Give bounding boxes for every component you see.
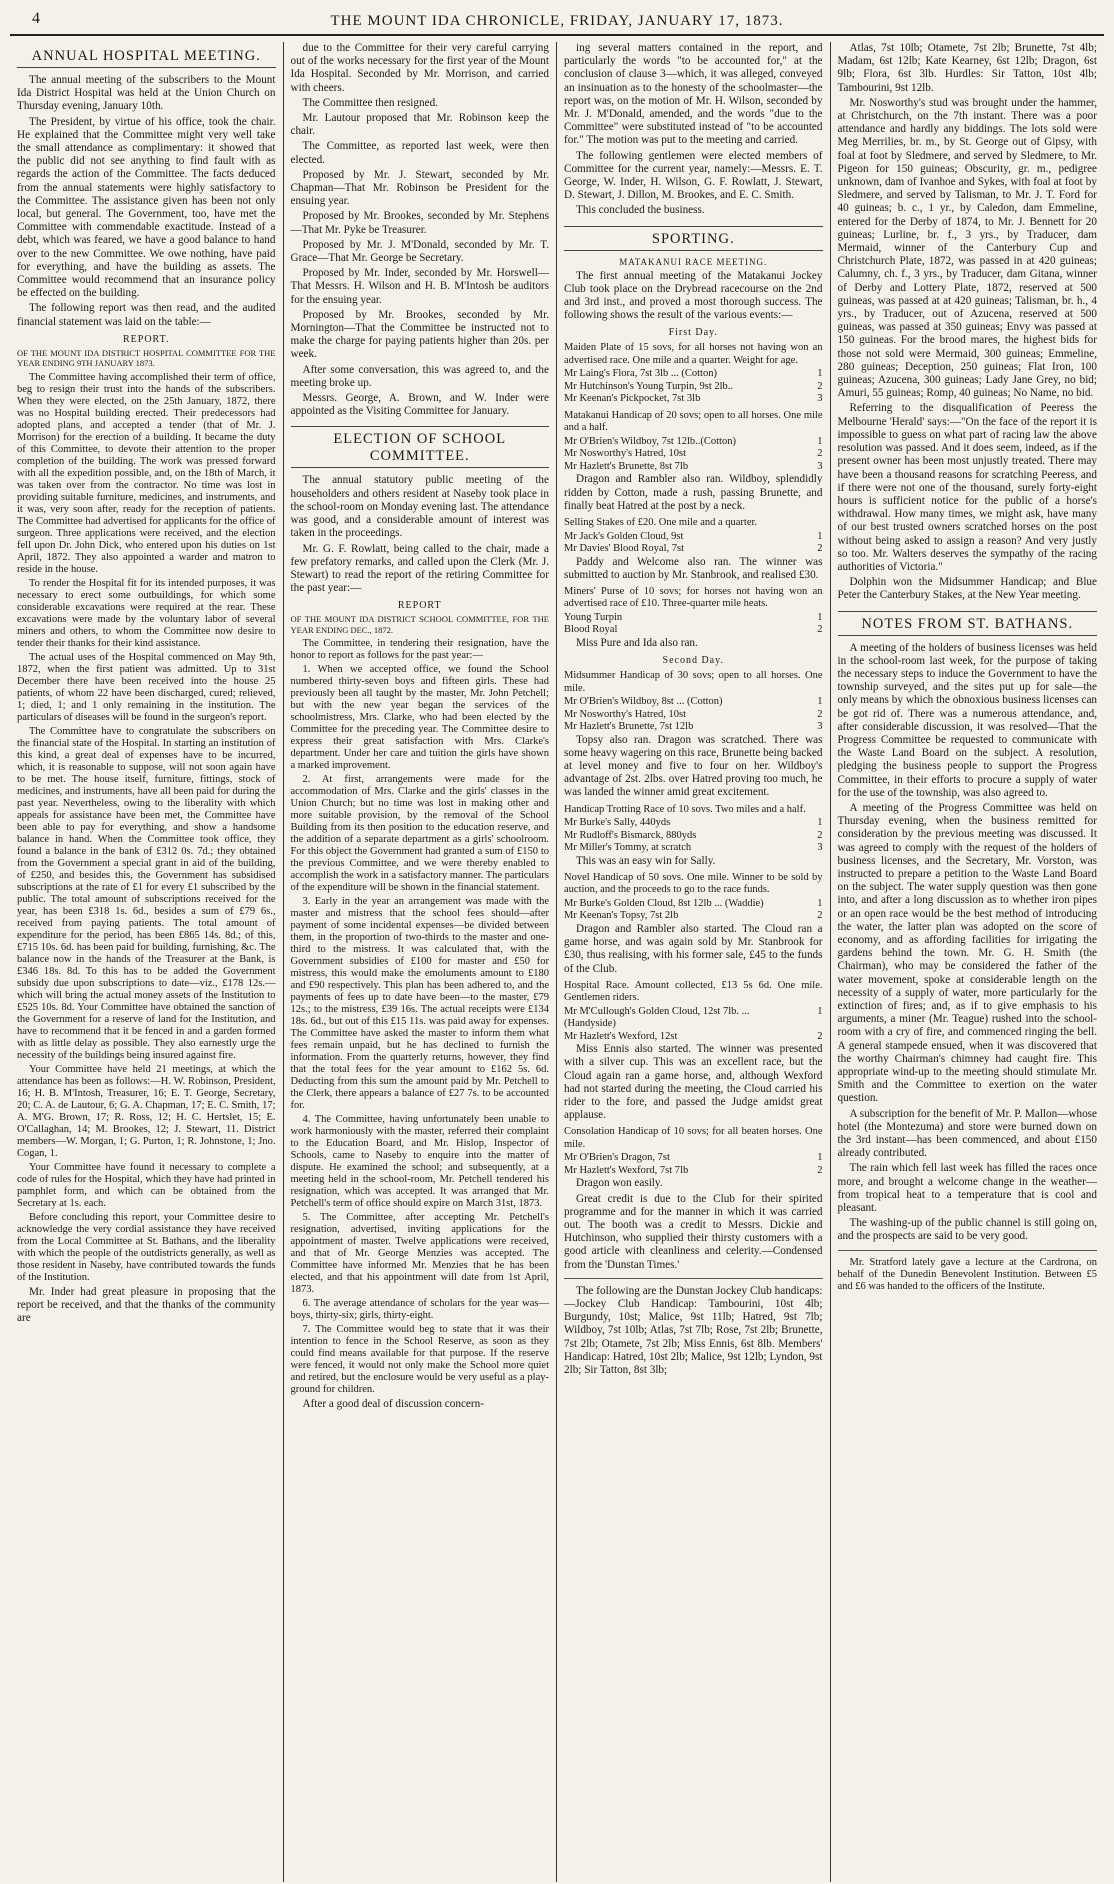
paragraph: Proposed by Mr. Inder, seconded by Mr. Horswell—That Messrs. H. Wilson and H. B. M'Intosh be auditors for the ensuing year.: [290, 267, 549, 306]
paragraph: The actual uses of the Hospital commenced on May 9th, 1872, when the first patient was admitted. Up to 31st December there have been received into the house 25 patients, of whom 22 have been discharged, cured; relieved, 1; died, 1; and 1 only remaining in the institution. The particulars of diseases will be found in the surgeon's report.: [17, 651, 276, 723]
race-results: [564, 817, 823, 855]
paragraph: The following report was then read, and the audited financial statement was laid on the table:—: [17, 302, 276, 328]
race-note: Dragon won easily.: [576, 1177, 663, 1190]
paragraph: The Committee having accomplished their term of office, beg to resign their trust into the hands of the subscribers. When they were elected, on the 25th January, 1872, there was no Hospital building erected. Their predecessors had adopted plans, and accepted a tender (that of Mr. J. Morrison) for the erection of a building. It became the duty of this Committee, to devote their attention to the proper completion of the building. The work was pressed forward with all the expedition possible, and, on the 18th of March, it was taken over from the contractor. No time was lost in providing suitable furniture, medicines, and instruments, and it was, very soon after, ready for the reception of patients. The Committee had advertised for applicants for the office of surgeon. Three applications were received, and the election fell upon Dr. John Dick, who entered upon his duties on 1st April, 1872. They also appointed a warder and matron to reside in the house.: [17, 371, 276, 575]
race-title: Novel Handicap of 50 sovs. One mile. Winner to be sold by auction, and the proceeds to go to the race funds.: [564, 871, 823, 896]
race-entry: Mr Rudloff's Bismarck, 880yds 2: [564, 829, 823, 841]
paragraph: The annual meeting of the subscribers to the Mount Ida District Hospital was held at the Union Church on Thursday evening, January 10th.: [17, 74, 276, 113]
paragraph: Proposed by Mr. Brookes, seconded by Mr. Mornington—That the Committee be instructed not to make the charge for paying patients higher than 20s. per week.: [290, 308, 549, 361]
paragraph: Proposed by Mr. Brookes, seconded by Mr. Stephens—That Mr. Pyke be Treasurer.: [290, 210, 549, 236]
race-entry: Mr Jack's Golden Cloud, 9st 1: [564, 530, 823, 542]
race-entry: Mr Davies' Blood Royal, 7st 2: [564, 543, 823, 555]
paragraph: due to the Committee for their very careful carrying out of the works necessary for the first year of the Mount Ida Hospital. Seconded by Mr. Morrison, and carried with cheers.: [290, 42, 549, 94]
paragraph: The washing-up of the public channel is still going on, and the prospects are said to be very good.: [837, 1217, 1097, 1243]
paragraph: A subscription for the benefit of Mr. P. Mallon—whose hotel (the Montezuma) and store were burned down on the 3rd instant—has been commenced, and about £150 already contributed.: [837, 1107, 1097, 1160]
race-entry: Mr Burke's Golden Cloud, 8st 12lb ... (Waddie) 1: [564, 897, 823, 909]
race-entry: Mr O'Brien's Dragon, 7st 1: [564, 1152, 823, 1164]
paragraph: The annual statutory public meeting of the householders and others resident at Naseby took place in the school-room on Monday evening last. The attendance was good, and a considerable amount of interest was taken in the proceedings.: [290, 474, 549, 540]
race-results: [564, 531, 823, 556]
paragraph: This concluded the business.: [576, 204, 705, 217]
race-entry: Mr O'Brien's Wildboy, 7st 12lb..(Cotton) 1: [564, 435, 823, 447]
race-entry: Mr Hazlett's Wexford, 7st 7lb 2: [564, 1164, 823, 1176]
divider: [564, 1278, 823, 1279]
paragraph: 2. At first, arrangements were made for the accommodation of Mrs. Clarke and the girls' classes in the Union Church; but no time was lost in making other and more suitable provision, by the removal of the School Building from its then position to the education reserve, and the addition of a separate department as a girls' schoolroom. For this object the Government had granted a sum of £150 to the previous Committee, and we were thereby enabled to accomplish the work in a satisfactory manner. The particulars of the expenditure will be shown in the financial statement.: [290, 774, 549, 894]
race-entry: Mr Keenan's Topsy, 7st 2lb 2: [564, 910, 823, 922]
race-title: Maiden Plate of 15 sovs, for all horses not having won an advertised race. One mile and a quarter. Weight for age.: [564, 342, 823, 366]
race-title: Midsummer Handicap of 30 sovs; open to all horses. One mile.: [564, 670, 823, 694]
race-results: [564, 898, 823, 923]
paragraph: 3. Early in the year an arrangement was made with the master and mistress that the school fees should—after payment of some incidental expenses—be divided between them, in the proportion of two-thirds to the master and one-third to the mistress. It was calculated that, with the Government subsidies of £100 for master and £50 for mistress, this would make the emoluments amount to £180 and £90 respectively. This plan has been adhered to, and the payments of fees up to date have been—to the master, £79 12s.; to the mistress, £39 16s. The actual receipts were £134 18s. 6d., but out of this £15 11s. was paid away for expenses. The Committee have asked the master to inform them what fees remain unpaid, but he has declined to furnish the information. From the quarterly returns, however, they find that the total fees for the year amount to £162 5s. 6d. Deducting from this sum the amount paid by Mr. Petchell to the Clerk, there appears a balance of £27 7s. to be accounted for.: [290, 896, 549, 1112]
school-committee-headline: ELECTION OF SCHOOL COMMITTEE.: [291, 426, 550, 468]
paragraph: 4. The Committee, having unfortunately been unable to work harmoniously with the master, referred their complaint to the Education Board, and Mr. Hislop, Inspector of Schools, came to Naseby to enquire into the matter of dispute. He examined the school; and subsequently, at a meeting held in the school-room, Mr. Petchell tendered his resignation, which was accepted. It was arranged that Mr. Petchell's term of office should expire on March 31st, 1873.: [290, 1114, 549, 1210]
race-title: Miners' Purse of 10 sovs; for horses not having won an advertised race of £10. Three-quarter mile heats.: [564, 585, 823, 610]
column-2: [284, 42, 558, 1882]
race-title: Handicap Trotting Race of 10 sovs. Two miles and a half.: [564, 803, 806, 815]
race-note: Miss Pure and Ida also ran.: [576, 636, 698, 649]
race-results: [564, 368, 823, 406]
paragraph: 7. The Committee would beg to state that it was their intention to fence in the School Reserve, as soon as they could find means available for that purpose. If the reserve were fenced, it would not only make the School more quiet and retired, but the enclosure would be very useful as a play-ground for children.: [290, 1324, 549, 1396]
paragraph: The Committee, in tendering their resignation, have the honor to report as follows for the past year:—: [290, 638, 549, 662]
column-1: [10, 42, 284, 1882]
report-subheading: OF THE MOUNT IDA DISTRICT SCHOOL COMMITTEE, FOR THE YEAR ENDING DEC., 1872.: [290, 614, 549, 635]
race-results: [564, 696, 823, 734]
race-note: Paddy and Welcome also ran. The winner was submitted to auction by Mr. Stanbrook, and realised £30.: [564, 555, 823, 581]
page-number: 4: [32, 10, 40, 27]
race-title: Matakanui Handicap of 20 sovs; open to all horses. One mile and a half.: [564, 409, 823, 434]
race-results: [564, 436, 823, 474]
race-title: Hospital Race. Amount collected, £13 5s 6d. One mile. Gentlemen riders.: [564, 979, 823, 1004]
race-note: Dragon and Rambler also ran. Wildboy, splendidly ridden by Cotton, made a rush, passing Brunette, and finally beat Hatred at the post by a neck.: [564, 473, 823, 512]
race-entry: Blood Royal 2: [564, 624, 823, 636]
race-note: Topsy also ran. Dragon was scratched. There was some heavy wagering on this race, Brunette being backed at level money and five to four on her. Wildboy's advantage of 2st. 2lbs. over Hatred proving too much, he was landed the winner amid great excitement.: [564, 733, 823, 799]
divider: [838, 1250, 1098, 1251]
paragraph: ing several matters contained in the report, and particularly the words "to be accounted for," at the conclusion of clause 3—which, it was alleged, conveyed an insinuation as to the honesty of the schoolmaster—the report was, on the motion of Mr. H. Wilson, seconded by Mr. J. M'Donald, amended, and the words "due to the Committee" were substituted instead of "to be accounted for." The motion was put to the meeting and carried.: [564, 42, 823, 147]
paragraph: Mr. Lautour proposed that Mr. Robinson keep the chair.: [290, 112, 549, 138]
paragraph: The rain which fell last week has filled the races once more, and brought a welcome change in the weather—from tropical heat to a temperature that is cool and pleasant.: [837, 1162, 1097, 1215]
race-entry: Mr Hazlett's Brunette, 7st 12lb 3: [564, 721, 823, 733]
paragraph: Mr. Nosworthy's stud was brought under the hammer, at Christchurch, on the 7th instant. There was a poor attendance and hardly any biddings. The lots sold were Meg Merrilies, br. m., by St. George out of Gipsy, with foal at foot by Sledmere, and served by Sledmere, to Mr. Pigeon for 150 guineas; Obscurity, gr. m., pedigree unknown, dam of Ivanhoe and Sykes, with foal at foot by Sledmere, and served by Talisman, to Mr. J. T. Ford for 40 guineas; b. c., 1 yr., by Caledon, dam Emmeline, entered for the Derby of 1874, to Mr. J. Bennett for 20 guineas; Lurline, br. f., 3 yrs., by Traducer, dam Mermaid, winner of the Canterbury Cup and Christchurch Plate, 1872, was passed in at 420 guineas; Calumny, ch. f., 3 yrs., by Traducer, dam Gitana, winner of Derby and Lottery Plate, 1872, reserved at 500 guineas, was passed at at 420 guineas; Talisman, br. h., 4 yrs., by Traducer, out of Azucena, reserved at 500 guineas, was passed at 350 guineas; Envy was passed at 150 guineas. For the brood mares, the highest bids for those not sold were Mermaid, 300 guineas; Emmeline, 280 guineas; Deception, 250 guineas; Flat Iron, 100 guineas; Azucena, 300 guineas; Lady Jane Grey, no bid; Amuri, 55 guineas; Romp, 40 guineas; No Name, no bid.: [837, 96, 1097, 400]
paragraph: Referring to the disqualification of Peeress the Melbourne 'Herald' says:—"On the face of the report it is impossible to guess on what part of racing law the above resolution was passed. And it does seem, indeed, as if the present owner has been most unjustly treated. There may have been a thousand reasons for scratching Peeress, and if there were not one of the thousand, surely forty-eight hours is sufficient notice for the public of a horse's withdrawal. How many times, we might ask, have many of our best trusted owners scratched horses on the post without being asked to assign a reason? And very justly so too. Mr. Walters deserves the sympathy of the racing authorities of Victoria.": [837, 402, 1097, 573]
day-heading: First Day.: [668, 327, 718, 339]
paragraph: After a good deal of discussion concern-: [302, 1398, 484, 1411]
paragraph: After some conversation, this was agreed to, and the meeting broke up.: [290, 363, 549, 389]
paragraph: Proposed by Mr. J. M'Donald, seconded by Mr. T. Grace—That Mr. George be Secretary.: [290, 238, 549, 265]
race-entry: Mr M'Cullough's Golden Cloud, 12st 7lb. ... (Handyside) 1: [564, 1005, 823, 1030]
paragraph: A meeting of the holders of business licenses was held in the school-room last week, for the purpose of taking the necessary steps to induce the Government to have the township surveyed, and the sites put up for sale—the only means by which the obnoxious business licenses can be got rid of. There was a numerous attendance, and, after considerable discussion, it was resolved—That the Progress Committee be requested to communicate with the Waste Land Board on the subject. A resolution, pledging the business people to support the Progress Committee, in their efforts to procure a supply of water for the use of the township, was also agreed to.: [837, 641, 1097, 799]
paragraph: The first annual meeting of the Matakanui Jockey Club took place on the Drybread racecourse on the 2nd and 3rd inst., and proved a most thorough success. The following shows the result of the various events:—: [564, 269, 823, 322]
paragraph: The Committee have to congratulate the subscribers on the financial state of the Hospital. In starting an institution of this kind, a great deal of expenses have to be incurred, which, it is reasonable to suppose, will not soon again have to be met. The house itself, furniture, fittings, stock of medicines, and instruments, have all been paid for during the past year. Nevertheless, owing to the liberality with which appeals for assistance have been met, the Committee have been able to pay for everything, and show a handsome balance in hand. When the Committee took office, they found a balance in the bank of £312 0s. 7d.; they obtained from the Government a special grant in aid of the building, of £250, and besides this, the Government has subsidised subscriptions at the rate of £1 for every £1 subscribed by the public. The total amount of subscriptions received for the year, has been £318 1s. 6d., besides a sum of £79 6s., received from paying patients. The total amount of expenditure for the period, has been £865 14s. 8d.; of this, £715 10s. 6d. has been paid for building, furnishing, &c. The balance now in the hands of the Treasurer at the Bank, is £346 18s. 8d. To this has to be added the Government subsidy due upon subscriptions to date—viz., £178 12s.—which will bring the actual money assets of the Institution to £525 10s. 8d. Your Committee have obtained the sanction of the Government for a reserve of land for the Institution, and have to recommend that it be fenced in and a garden formed with as little delay as possible. They also earnestly urge the necessity of the buildings being insured against fire.: [17, 725, 276, 1061]
report-heading: REPORT: [397, 600, 442, 612]
race-entry: Mr Hazlett's Wexford, 12st 2: [564, 1030, 823, 1042]
race-entry: Mr Burke's Sally, 440yds 1: [564, 817, 823, 829]
race-note: Miss Ennis also started. The winner was presented with a silver cup. This was an excellent race, but the Cloud again ran a game horse, and, although Wexford had not started during the meeting, the Cloud carried his rider to the fore, and passed the Judge amidst great applause.: [564, 1043, 823, 1122]
race-entry: Mr Hutchinson's Young Turpin, 9st 2lb.. 2: [564, 380, 823, 392]
column-4: [831, 42, 1105, 1882]
day-heading: Second Day.: [662, 655, 724, 667]
paragraph: Atlas, 7st 10lb; Otamete, 7st 2lb; Brunette, 7st 4lb; Madam, 6st 12lb; Kate Kearney, 6st 12lb; Dragon, 6st 9lb; Flora, 6st 3lb. Hurdles: Sir Tatton, 10st 4lb; Tambourini, 9st 12lb.: [837, 42, 1097, 94]
paragraph: Before concluding this report, your Committee desire to acknowledge the very cordial assistance they have received from the Local Committee at St. Bathans, and the liberality with which the people of the outdistricts generally, as well as those resident in Naseby, have contributed towards the funds of the Institution.: [17, 1211, 276, 1283]
paragraph: The following are the Dunstan Jockey Club handicaps:—Jockey Club Handicap: Tambourini, 10st 4lb; Burgundy, 10st; Malice, 9st 11lb; Hatred, 9st 7lb; Wildboy, 7st 10lb; Atlas, 7st 7lb; Rose, 7st 2lb; Brunette, 7st 2lb; Otamete, 7st 2lb; Miss Ennis, 6st 8lb. Members' Handicap: Hatred, 10st 2lb; Malice, 9st 12lb; Lyndon, 9st 2lb; Sir Tatton, 8st 3lb;: [564, 1284, 823, 1377]
paragraph: Proposed by Mr. J. Stewart, seconded by Mr. Chapman—That Mr. Robinson be President for the ensuing year.: [290, 168, 549, 208]
race-entry: Mr Nosworthy's Hatred, 10st 2: [564, 448, 823, 460]
paragraph: The Committee, as reported last week, were then elected.: [290, 140, 549, 166]
race-results: [564, 1006, 823, 1044]
race-entry: Mr Nosworthy's Hatred, 10st 2: [564, 708, 823, 720]
race-entry: Young Turpin 1: [564, 611, 823, 623]
paragraph: Your Committee have held 21 meetings, at which the attendance has been as follows:—H. W. Robinson, President, 16; H. B. M'Intosh, Treasurer, 16; E. T. George, Secretary, 20; C. A. de Lautour, 6; G. A. Chapman, 17; E. C. Smith, 17; A. M'G. Brown, 17; R. Ross, 12; H. C. Hertslet, 15; E. O'Callaghan, 14; M. Brookes, 12; J. Stewart, 11. District members—W. Morgan, 1; G. Purton, 1; R. Johnstone, 1; Jno. Cogan, 1.: [17, 1063, 276, 1159]
race-meeting-subheading: MATAKANUI RACE MEETING.: [619, 256, 768, 267]
report-subheading: OF THE MOUNT IDA DISTRICT HOSPITAL COMMITTEE FOR THE YEAR ENDING 9TH JANUARY 1873.: [17, 347, 276, 369]
paragraph: Messrs. George, A. Brown, and W. Inder were appointed as the Visiting Committee for January.: [290, 392, 549, 418]
race-note: Dragon and Rambler also started. The Cloud ran a game horse, and was again sold by Mr. Stanbrook for £30, thus realising, with his former sale, £45 to the funds of the Club.: [564, 922, 823, 975]
paragraph: Your Committee have found it necessary to complete a code of rules for the Hospital, which they have had printed in pamphlet form, and which can be obtained from the Secretary at 1s. each.: [17, 1161, 276, 1209]
sporting-headline: SPORTING.: [564, 226, 823, 251]
column-3: [557, 42, 831, 1882]
hospital-meeting-headline: ANNUAL HOSPITAL MEETING.: [17, 48, 276, 68]
paragraph: Mr. Inder had great pleasure in proposing that the report be received, and that the thanks of the community are: [17, 1285, 276, 1325]
paragraph: The following gentlemen were elected members of Committee for the current year, namely:—Messrs. E. T. George, W. Inder, H. Wilson, G. F. Rowlatt, J. Stewart, D. Stewart, J. Dillon, M. Brookes, and E. C. Smith.: [564, 149, 823, 202]
race-entry: Mr Keenan's Pickpocket, 7st 3lb 3: [564, 393, 823, 405]
paragraph: Dolphin won the Midsummer Handicap; and Blue Peter the Canterbury Stakes, at the New Year meeting.: [837, 576, 1097, 602]
columns: [10, 42, 1104, 1882]
paragraph: Mr. Stratford lately gave a lecture at the Cardrona, on behalf of the Dunedin Benevolent Institution. Between £5 and £6 was handed to the officers of the Institute.: [837, 1256, 1097, 1292]
race-entry: Mr Hazlett's Brunette, 8st 7lb 3: [564, 460, 823, 472]
paragraph: 6. The average attendance of scholars for the year was—boys, thirty-six; girls, thirty-eight.: [290, 1298, 549, 1322]
paragraph: A meeting of the Progress Committee was held on Thursday evening, when the business remitted for consideration by the previous meeting was discussed. It was agreed to comply with the request of the holders of business licenses, and the Secretary, Mr. Vorston, was instructed to prepare a petition to the Waste Land Board on the subject. The water supply question was then gone into, and after a long discussion as to whether iron pipes or an open race would be the best method of introducing the water, the latter plan was adopted on the score of economy, and as affording facilities for irrigating the gardens behind the town. Mr. G. H. Smith (the Chairman), who may be considered the father of the water movement, spoke at considerable length on the necessity of a supply of water, more particularly for the extinction of fires; and, as if to give emphasis to his arguments, a miner (Mr. Teague) rushed into the school-room with a cry of fire, and commenced ringing the bell. A general stampede ensued, when it was discovered that the worthy Chairman's chimney had caught fire. This appropriate wind-up to the meeting should stimulate Mr. Smith and the Committee to exertion on the water question.: [837, 801, 1097, 1105]
race-entry: Mr Laing's Flora, 7st 3lb ... (Cotton) 1: [564, 368, 823, 380]
paragraph: The President, by virtue of his office, took the chair. He explained that the Committee might very well take the small attendance as complimentary: it showed that the public did not see anything to find fault with as regards the action of the Committee. The facts deduced from the annual statements were highly satisfactory to the Committee. The assistance given has been not only local, but general. The Government, too, have met the Committee with commendable exactitude. Instead of a debt, which was feared, we have a good balance to hand over to the new Committee. We owe nothing, have paid for everything, and have the building as assets. The Committee would recommend that an insurance policy be effected on the building.: [17, 115, 276, 300]
paragraph: 5. The Committee, after accepting Mr. Petchell's resignation, advertised, inviting applications for the appointment of master. Twelve applications were received, and that of Mr. George Menzies was accepted. The Committee have informed Mr. Menzies that he has been elected, and that his appointment will date from 1st April, 1873.: [290, 1212, 549, 1296]
race-title: Consolation Handicap of 10 sovs; for all beaten horses. One mile.: [564, 1126, 823, 1150]
masthead: [10, 8, 1104, 36]
race-results: [564, 1152, 823, 1177]
report-heading: REPORT.: [123, 333, 170, 345]
paragraph: Mr. G. F. Rowlatt, being called to the chair, made a few prefatory remarks, and called upon the Clerk (Mr. J. Stewart) to read the report of the retiring Committee for the past year:—: [290, 542, 549, 595]
race-entry: Mr O'Brien's Wildboy, 8st ... (Cotton) 1: [564, 696, 823, 708]
paragraph: 1. When we accepted office, we found the School numbered thirty-seven boys and fifteen girls. These had previously been all taught by the master, Mr. John Petchell; but with the new year began the services of the schoolmistress, Mrs. Clarke, who had been elected by the Committee for the preceding year. The Committee desire to express their great satisfaction with Mrs. Clarke's department. Under her care and tuition the girls have shown a marked improvement.: [290, 664, 549, 772]
st-bathans-headline: NOTES FROM ST. BATHANS.: [838, 611, 1098, 636]
paragraph: The Committee then resigned.: [302, 96, 438, 109]
newspaper-title: THE MOUNT IDA CHRONICLE, FRIDAY, JANUARY 17, 1873.: [330, 12, 784, 29]
race-title: Selling Stakes of £20. One mile and a quarter.: [564, 517, 758, 529]
race-results: [564, 612, 823, 637]
paragraph: Great credit is due to the Club for their spirited programme and for the manner in which it was carried out. The booth was a credit to Messrs. Dickie and Hutchinson, who supplied their thirsty customers with a good article with cleanliness and celerity.—Condensed from the 'Dunstan Times.': [564, 1192, 823, 1271]
paragraph: To render the Hospital fit for its intended purposes, it was necessary to erect some outbuildings, for which some considerable excavations were required at the rear. These excavations were made by the voluntary labor of several miners and others, to whom the Committee now desire to tender their thanks for their kind assistance.: [17, 577, 276, 649]
race-note: This was an easy win for Sally.: [576, 854, 716, 867]
race-entry: Mr Miller's Tommy, at scratch 3: [564, 842, 823, 854]
